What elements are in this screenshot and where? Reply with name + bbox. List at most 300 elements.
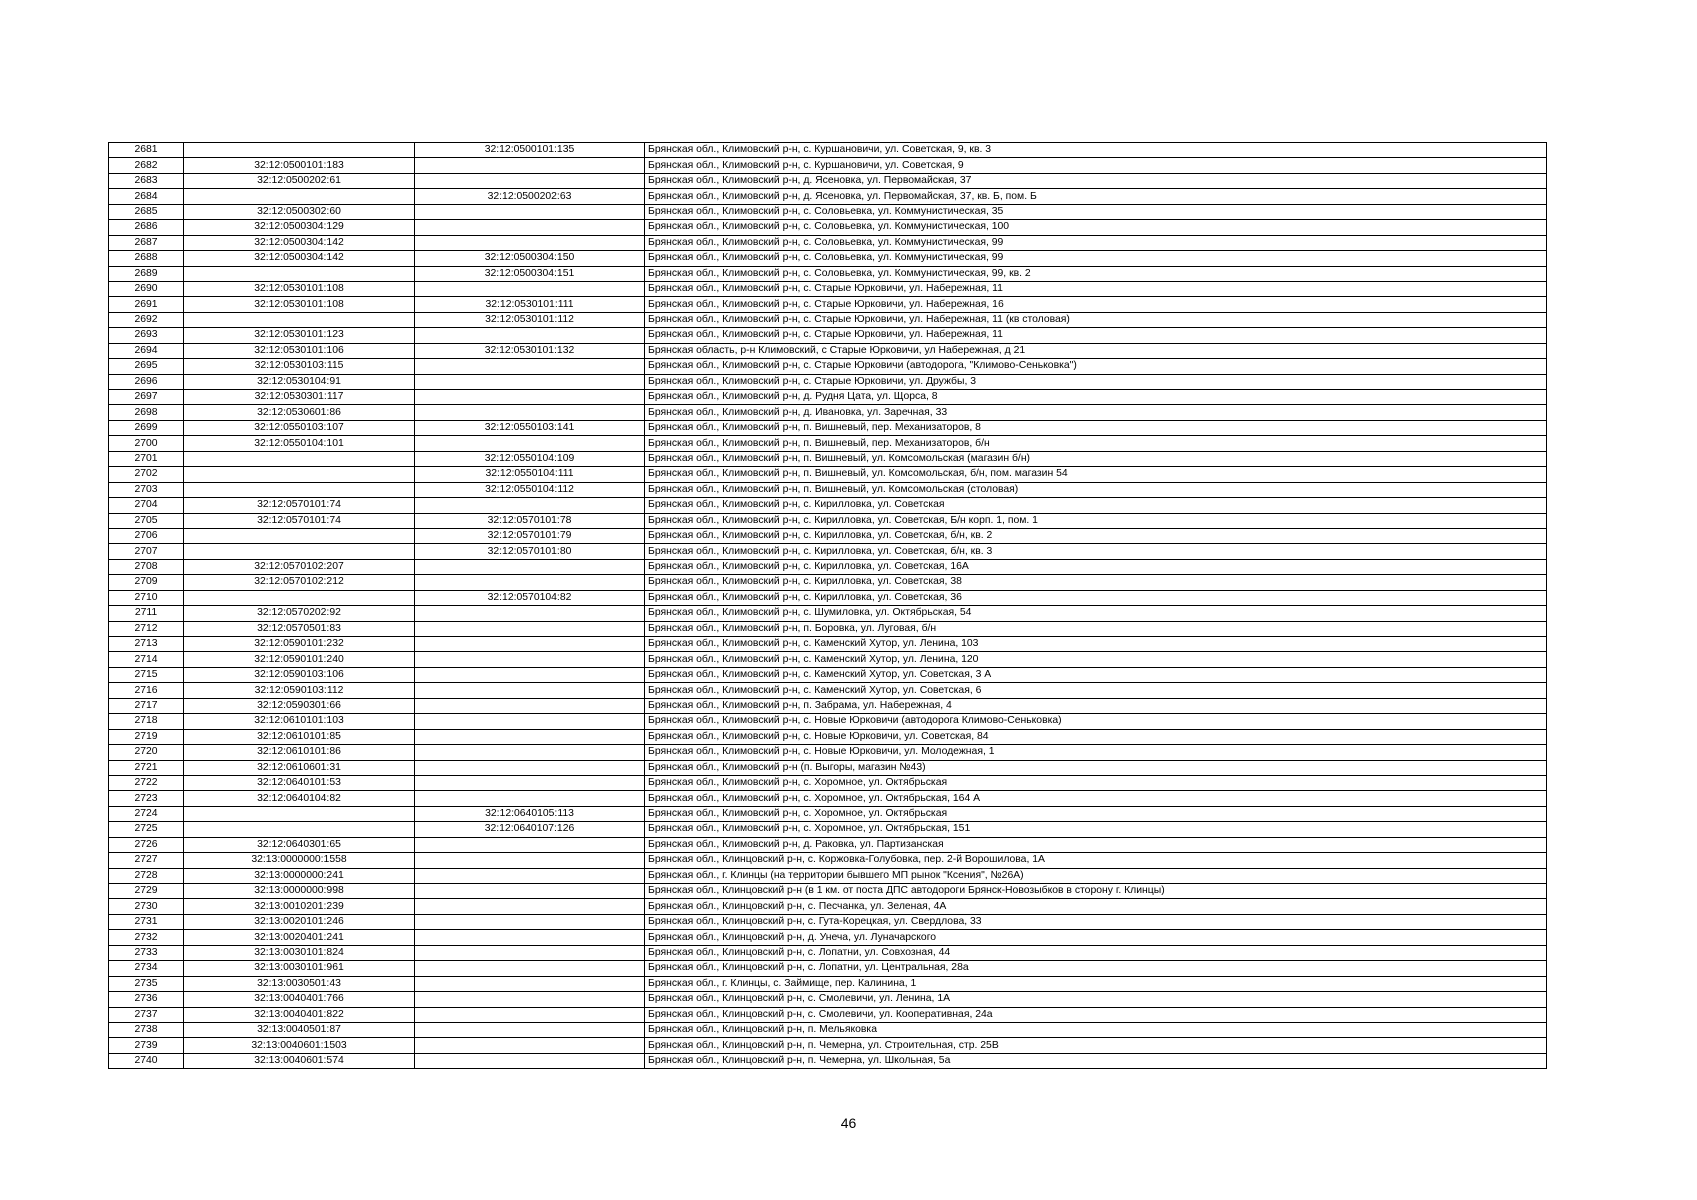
cadastral-number-cell: 32:12:0570102:212 — [184, 575, 415, 590]
row-number-cell: 2694 — [109, 343, 184, 358]
building-cadastral-number-cell — [415, 606, 645, 621]
table-row — [109, 204, 1547, 219]
table-row — [109, 405, 1547, 420]
cadastral-number-cell: 32:13:0040601:1503 — [184, 1038, 415, 1053]
address-cell: Брянская обл., Климовский р-н, с. Куршановичи, ул. Советская, 9, кв. 3 — [645, 143, 1547, 158]
building-cadastral-number-cell — [415, 359, 645, 374]
table-row — [109, 220, 1547, 235]
building-cadastral-number-cell — [415, 791, 645, 806]
row-number-cell: 2692 — [109, 312, 184, 327]
address-cell: Брянская обл., Климовский р-н, с. Кирилловка, ул. Советская, 16А — [645, 559, 1547, 574]
building-cadastral-number-cell — [415, 158, 645, 173]
address-cell: Брянская обл., Климовский р-н, с. Хоромное, ул. Октябрьская, 151 — [645, 822, 1547, 837]
cadastral-number-cell: 32:12:0530101:108 — [184, 281, 415, 296]
building-cadastral-number-cell — [415, 621, 645, 636]
cadastral-number-cell — [184, 451, 415, 466]
address-cell: Брянская обл., Клинцовский р-н, с. Коржовка-Голубовка, пер. 2-й Ворошилова, 1А — [645, 853, 1547, 868]
table-row — [109, 359, 1547, 374]
building-cadastral-number-cell — [415, 204, 645, 219]
address-cell: Брянская обл., Климовский р-н, с. Куршановичи, ул. Советская, 9 — [645, 158, 1547, 173]
address-cell: Брянская обл., Климовский р-н, с. Шумиловка, ул. Октябрьская, 54 — [645, 606, 1547, 621]
cadastral-number-cell: 32:12:0570501:83 — [184, 621, 415, 636]
table-row — [109, 482, 1547, 497]
row-number-cell: 2703 — [109, 482, 184, 497]
address-cell: Брянская обл., Климовский р-н, с. Соловьевка, ул. Коммунистическая, 99 — [645, 235, 1547, 250]
address-cell: Брянская обл., Клинцовский р-н (в 1 км. от поста ДПС автодороги Брянск-Новозыбков в сторону г. Клинцы) — [645, 884, 1547, 899]
building-cadastral-number-cell — [415, 1022, 645, 1037]
building-cadastral-number-cell: 32:12:0570101:78 — [415, 513, 645, 528]
row-number-cell: 2719 — [109, 729, 184, 744]
row-number-cell: 2722 — [109, 775, 184, 790]
building-cadastral-number-cell: 32:12:0550103:141 — [415, 420, 645, 435]
table-row — [109, 513, 1547, 528]
cadastral-number-cell: 32:13:0030101:824 — [184, 945, 415, 960]
address-cell: Брянская обл., Климовский р-н, с. Старые Юрковичи, ул. Набережная, 16 — [645, 297, 1547, 312]
cadastral-number-cell: 32:13:0030501:43 — [184, 976, 415, 991]
table-row — [109, 652, 1547, 667]
cadastral-number-cell: 32:12:0500202:61 — [184, 173, 415, 188]
cadastral-number-cell — [184, 528, 415, 543]
cadastral-number-cell: 32:12:0590103:112 — [184, 683, 415, 698]
table-row — [109, 853, 1547, 868]
row-number-cell: 2710 — [109, 590, 184, 605]
row-number-cell: 2702 — [109, 467, 184, 482]
address-cell: Брянская обл., Климовский р-н, с. Старые Юрковичи, ул. Набережная, 11 — [645, 328, 1547, 343]
address-cell: Брянская обл., Климовский р-н, с. Каменский Хутор, ул. Ленина, 120 — [645, 652, 1547, 667]
cadastral-number-cell — [184, 266, 415, 281]
building-cadastral-number-cell — [415, 235, 645, 250]
address-cell: Брянская обл., Климовский р-н, с. Кирилловка, ул. Советская, 36 — [645, 590, 1547, 605]
building-cadastral-number-cell: 32:12:0500304:151 — [415, 266, 645, 281]
table-row — [109, 158, 1547, 173]
row-number-cell: 2687 — [109, 235, 184, 250]
address-cell: Брянская обл., Климовский р-н, д. Раковка, ул. Партизанская — [645, 837, 1547, 852]
table-row — [109, 559, 1547, 574]
building-cadastral-number-cell — [415, 173, 645, 188]
cadastral-number-cell: 32:12:0640101:53 — [184, 775, 415, 790]
building-cadastral-number-cell — [415, 976, 645, 991]
cadastral-table — [108, 142, 1547, 1069]
building-cadastral-number-cell: 32:12:0550104:109 — [415, 451, 645, 466]
cadastral-number-cell: 32:12:0530301:117 — [184, 390, 415, 405]
table-row — [109, 992, 1547, 1007]
building-cadastral-number-cell — [415, 745, 645, 760]
row-number-cell: 2683 — [109, 173, 184, 188]
address-cell: Брянская обл., Климовский р-н, п. Вишневый, ул. Комсомольская (магазин б/н) — [645, 451, 1547, 466]
cadastral-number-cell: 32:12:0640104:82 — [184, 791, 415, 806]
row-number-cell: 2693 — [109, 328, 184, 343]
row-number-cell: 2724 — [109, 806, 184, 821]
address-cell: Брянская обл., Климовский р-н (п. Выгоры, магазин №43) — [645, 760, 1547, 775]
table-row — [109, 436, 1547, 451]
address-cell: Брянская обл., Климовский р-н, с. Старые Юрковичи, ул. Набережная, 11 (кв столовая) — [645, 312, 1547, 327]
building-cadastral-number-cell: 32:12:0570104:82 — [415, 590, 645, 605]
building-cadastral-number-cell — [415, 729, 645, 744]
building-cadastral-number-cell: 32:12:0500101:135 — [415, 143, 645, 158]
address-cell: Брянская обл., Климовский р-н, с. Соловьевка, ул. Коммунистическая, 99, кв. 2 — [645, 266, 1547, 281]
row-number-cell: 2716 — [109, 683, 184, 698]
building-cadastral-number-cell — [415, 220, 645, 235]
building-cadastral-number-cell — [415, 683, 645, 698]
table-row — [109, 1053, 1547, 1068]
cadastral-number-cell: 32:12:0570101:74 — [184, 513, 415, 528]
table-row — [109, 837, 1547, 852]
address-cell: Брянская обл., Клинцовский р-н, п. Чемерна, ул. Строительная, стр. 25В — [645, 1038, 1547, 1053]
table-row — [109, 884, 1547, 899]
address-cell: Брянская обл., Климовский р-н, с. Кирилловка, ул. Советская, 38 — [645, 575, 1547, 590]
address-cell: Брянская обл., Климовский р-н, с. Кирилловка, ул. Советская — [645, 498, 1547, 513]
cadastral-number-cell: 32:12:0610101:103 — [184, 714, 415, 729]
row-number-cell: 2699 — [109, 420, 184, 435]
address-cell: Брянская обл., Климовский р-н, с. Хоромное, ул. Октябрьская — [645, 806, 1547, 821]
table-row — [109, 528, 1547, 543]
table-body — [109, 143, 1547, 1069]
row-number-cell: 2720 — [109, 745, 184, 760]
row-number-cell: 2689 — [109, 266, 184, 281]
cadastral-number-cell — [184, 467, 415, 482]
building-cadastral-number-cell — [415, 853, 645, 868]
cadastral-number-cell: 32:12:0530103:115 — [184, 359, 415, 374]
row-number-cell: 2708 — [109, 559, 184, 574]
table-row — [109, 297, 1547, 312]
address-cell: Брянская обл., г. Клинцы, с. Займище, пер. Калинина, 1 — [645, 976, 1547, 991]
table-row — [109, 312, 1547, 327]
table-row — [109, 914, 1547, 929]
row-number-cell: 2714 — [109, 652, 184, 667]
building-cadastral-number-cell — [415, 1007, 645, 1022]
row-number-cell: 2725 — [109, 822, 184, 837]
cadastral-number-cell — [184, 143, 415, 158]
table-row — [109, 806, 1547, 821]
row-number-cell: 2688 — [109, 251, 184, 266]
address-cell: Брянская обл., Климовский р-н, с. Соловьевка, ул. Коммунистическая, 100 — [645, 220, 1547, 235]
building-cadastral-number-cell — [415, 667, 645, 682]
address-cell: Брянская обл., Климовский р-н, с. Новые Юрковичи (автодорога Климово-Сеньковка) — [645, 714, 1547, 729]
table-row — [109, 791, 1547, 806]
cadastral-number-cell: 32:13:0000000:1558 — [184, 853, 415, 868]
building-cadastral-number-cell — [415, 559, 645, 574]
table-row — [109, 775, 1547, 790]
table-row — [109, 189, 1547, 204]
building-cadastral-number-cell: 32:12:0530101:111 — [415, 297, 645, 312]
table-row — [109, 745, 1547, 760]
building-cadastral-number-cell — [415, 575, 645, 590]
address-cell: Брянская область, р-н Климовский, с Старые Юрковичи, ул Набережная, д 21 — [645, 343, 1547, 358]
building-cadastral-number-cell: 32:12:0500304:150 — [415, 251, 645, 266]
row-number-cell: 2737 — [109, 1007, 184, 1022]
address-cell: Брянская обл., Клинцовский р-н, д. Унеча, ул. Луначарского — [645, 930, 1547, 945]
cadastral-number-cell: 32:12:0590103:106 — [184, 667, 415, 682]
table-row — [109, 729, 1547, 744]
cadastral-number-cell: 32:13:0000000:998 — [184, 884, 415, 899]
address-cell: Брянская обл., Климовский р-н, с. Каменский Хутор, ул. Советская, 6 — [645, 683, 1547, 698]
address-cell: Брянская обл., Клинцовский р-н, п. Мельяковка — [645, 1022, 1547, 1037]
cadastral-number-cell: 32:12:0500304:142 — [184, 235, 415, 250]
cadastral-number-cell: 32:13:0040401:766 — [184, 992, 415, 1007]
row-number-cell: 2701 — [109, 451, 184, 466]
table-row — [109, 143, 1547, 158]
row-number-cell: 2736 — [109, 992, 184, 1007]
table-row — [109, 498, 1547, 513]
address-cell: Брянская обл., Климовский р-н, д. Рудня Цата, ул. Щорса, 8 — [645, 390, 1547, 405]
table-row — [109, 698, 1547, 713]
cadastral-number-cell: 32:12:0500304:142 — [184, 251, 415, 266]
row-number-cell: 2696 — [109, 374, 184, 389]
address-cell: Брянская обл., Климовский р-н, с. Кирилловка, ул. Советская, б/н, кв. 3 — [645, 544, 1547, 559]
building-cadastral-number-cell: 32:12:0550104:112 — [415, 482, 645, 497]
cadastral-number-cell: 32:12:0530101:106 — [184, 343, 415, 358]
cadastral-number-cell: 32:12:0610101:85 — [184, 729, 415, 744]
row-number-cell: 2709 — [109, 575, 184, 590]
row-number-cell: 2713 — [109, 637, 184, 652]
address-cell: Брянская обл., Климовский р-н, с. Хоромное, ул. Октябрьская — [645, 775, 1547, 790]
cadastral-number-cell — [184, 544, 415, 559]
table-row — [109, 1022, 1547, 1037]
cadastral-number-cell: 32:12:0590101:240 — [184, 652, 415, 667]
table-row — [109, 976, 1547, 991]
address-cell: Брянская обл., Климовский р-н, п. Вишневый, пер. Механизаторов, 8 — [645, 420, 1547, 435]
table-row — [109, 606, 1547, 621]
cadastral-number-cell: 32:13:0020101:246 — [184, 914, 415, 929]
table-row — [109, 945, 1547, 960]
building-cadastral-number-cell — [415, 868, 645, 883]
building-cadastral-number-cell: 32:12:0570101:80 — [415, 544, 645, 559]
building-cadastral-number-cell — [415, 698, 645, 713]
address-cell: Брянская обл., Клинцовский р-н, с. Лопатни, ул. Центральная, 28а — [645, 961, 1547, 976]
building-cadastral-number-cell — [415, 374, 645, 389]
address-cell: Брянская обл., Климовский р-н, с. Старые Юрковичи (автодорога, "Климово-Сеньковка") — [645, 359, 1547, 374]
building-cadastral-number-cell — [415, 992, 645, 1007]
row-number-cell: 2739 — [109, 1038, 184, 1053]
cadastral-number-cell: 32:12:0500302:60 — [184, 204, 415, 219]
cadastral-number-cell: 32:12:0530601:86 — [184, 405, 415, 420]
cadastral-number-cell: 32:12:0590301:66 — [184, 698, 415, 713]
address-cell: Брянская обл., Климовский р-н, п. Вишневый, ул. Комсомольская (столовая) — [645, 482, 1547, 497]
address-cell: Брянская обл., Климовский р-н, п. Забрама, ул. Набережная, 4 — [645, 698, 1547, 713]
cadastral-number-cell: 32:12:0610101:86 — [184, 745, 415, 760]
address-cell: Брянская обл., Климовский р-н, с. Новые Юрковичи, ул. Молодежная, 1 — [645, 745, 1547, 760]
cadastral-number-cell: 32:12:0530104:91 — [184, 374, 415, 389]
cadastral-number-cell — [184, 822, 415, 837]
row-number-cell: 2690 — [109, 281, 184, 296]
address-cell: Брянская обл., Климовский р-н, с. Соловьевка, ул. Коммунистическая, 35 — [645, 204, 1547, 219]
cadastral-number-cell: 32:12:0570102:207 — [184, 559, 415, 574]
row-number-cell: 2707 — [109, 544, 184, 559]
row-number-cell: 2691 — [109, 297, 184, 312]
row-number-cell: 2731 — [109, 914, 184, 929]
cadastral-number-cell — [184, 806, 415, 821]
cadastral-number-cell: 32:12:0550103:107 — [184, 420, 415, 435]
building-cadastral-number-cell — [415, 1038, 645, 1053]
address-cell: Брянская обл., Климовский р-н, с. Каменский Хутор, ул. Ленина, 103 — [645, 637, 1547, 652]
building-cadastral-number-cell — [415, 775, 645, 790]
building-cadastral-number-cell: 32:12:0550104:111 — [415, 467, 645, 482]
table-row — [109, 328, 1547, 343]
building-cadastral-number-cell — [415, 390, 645, 405]
row-number-cell: 2726 — [109, 837, 184, 852]
building-cadastral-number-cell — [415, 714, 645, 729]
table-row — [109, 390, 1547, 405]
cadastral-number-cell: 32:12:0610601:31 — [184, 760, 415, 775]
cadastral-number-cell: 32:12:0570101:74 — [184, 498, 415, 513]
cadastral-number-cell — [184, 590, 415, 605]
building-cadastral-number-cell — [415, 945, 645, 960]
address-cell: Брянская обл., Климовский р-н, п. Вишневый, пер. Механизаторов, б/н — [645, 436, 1547, 451]
table-row — [109, 266, 1547, 281]
address-cell: Брянская обл., Климовский р-н, с. Хоромное, ул. Октябрьская, 164 А — [645, 791, 1547, 806]
row-number-cell: 2711 — [109, 606, 184, 621]
cadastral-number-cell: 32:12:0500101:183 — [184, 158, 415, 173]
address-cell: Брянская обл., Клинцовский р-н, п. Чемерна, ул. Школьная, 5а — [645, 1053, 1547, 1068]
address-cell: Брянская обл., Клинцовский р-н, с. Лопатни, ул. Совхозная, 44 — [645, 945, 1547, 960]
building-cadastral-number-cell — [415, 899, 645, 914]
building-cadastral-number-cell — [415, 930, 645, 945]
row-number-cell: 2734 — [109, 961, 184, 976]
building-cadastral-number-cell — [415, 281, 645, 296]
row-number-cell: 2697 — [109, 390, 184, 405]
cadastral-number-cell — [184, 482, 415, 497]
address-cell: Брянская обл., Клинцовский р-н, с. Смолевичи, ул. Ленина, 1А — [645, 992, 1547, 1007]
address-cell: Брянская обл., Климовский р-н, д. Ясеновка, ул. Первомайская, 37, кв. Б, пом. Б — [645, 189, 1547, 204]
table-row — [109, 930, 1547, 945]
address-cell: Брянская обл., Климовский р-н, с. Старые Юрковичи, ул. Набережная, 11 — [645, 281, 1547, 296]
building-cadastral-number-cell: 32:12:0640105:113 — [415, 806, 645, 821]
row-number-cell: 2700 — [109, 436, 184, 451]
row-number-cell: 2733 — [109, 945, 184, 960]
table-row — [109, 667, 1547, 682]
cadastral-number-cell: 32:13:0040401:822 — [184, 1007, 415, 1022]
address-cell: Брянская обл., Климовский р-н, п. Боровка, ул. Луговая, б/н — [645, 621, 1547, 636]
row-number-cell: 2704 — [109, 498, 184, 513]
table-row — [109, 173, 1547, 188]
row-number-cell: 2686 — [109, 220, 184, 235]
row-number-cell: 2712 — [109, 621, 184, 636]
row-number-cell: 2695 — [109, 359, 184, 374]
row-number-cell: 2717 — [109, 698, 184, 713]
building-cadastral-number-cell — [415, 1053, 645, 1068]
row-number-cell: 2740 — [109, 1053, 184, 1068]
cadastral-number-cell: 32:13:0040601:574 — [184, 1053, 415, 1068]
building-cadastral-number-cell: 32:12:0500202:63 — [415, 189, 645, 204]
row-number-cell: 2705 — [109, 513, 184, 528]
address-cell: Брянская обл., Климовский р-н, с. Новые Юрковичи, ул. Советская, 84 — [645, 729, 1547, 744]
cadastral-number-cell: 32:12:0590101:232 — [184, 637, 415, 652]
cadastral-number-cell: 32:13:0030101:961 — [184, 961, 415, 976]
table-row — [109, 822, 1547, 837]
address-cell: Брянская обл., Климовский р-н, с. Старые Юрковичи, ул. Дружбы, 3 — [645, 374, 1547, 389]
building-cadastral-number-cell — [415, 884, 645, 899]
building-cadastral-number-cell: 32:12:0530101:112 — [415, 312, 645, 327]
address-cell: Брянская обл., Клинцовский р-н, с. Песчанка, ул. Зеленая, 4А — [645, 899, 1547, 914]
row-number-cell: 2738 — [109, 1022, 184, 1037]
row-number-cell: 2735 — [109, 976, 184, 991]
address-cell: Брянская обл., Климовский р-н, с. Кирилловка, ул. Советская, Б/н корп. 1, пом. 1 — [645, 513, 1547, 528]
row-number-cell: 2684 — [109, 189, 184, 204]
row-number-cell: 2727 — [109, 853, 184, 868]
table-row — [109, 467, 1547, 482]
table-row — [109, 961, 1547, 976]
cadastral-number-cell: 32:12:0500304:129 — [184, 220, 415, 235]
address-cell: Брянская обл., Климовский р-н, д. Ясеновка, ул. Первомайская, 37 — [645, 173, 1547, 188]
page-number: 46 — [840, 1115, 857, 1131]
row-number-cell: 2681 — [109, 143, 184, 158]
cadastral-number-cell: 32:12:0640301:65 — [184, 837, 415, 852]
row-number-cell: 2732 — [109, 930, 184, 945]
table-row — [109, 714, 1547, 729]
address-cell: Брянская обл., г. Клинцы (на территории бывшего МП рынок "Ксения", №26А) — [645, 868, 1547, 883]
row-number-cell: 2698 — [109, 405, 184, 420]
building-cadastral-number-cell: 32:12:0530101:132 — [415, 343, 645, 358]
building-cadastral-number-cell — [415, 837, 645, 852]
row-number-cell: 2721 — [109, 760, 184, 775]
row-number-cell: 2706 — [109, 528, 184, 543]
row-number-cell: 2718 — [109, 714, 184, 729]
table-row — [109, 899, 1547, 914]
table-row — [109, 637, 1547, 652]
building-cadastral-number-cell: 32:12:0570101:79 — [415, 528, 645, 543]
address-cell: Брянская обл., Климовский р-н, с. Соловьевка, ул. Коммунистическая, 99 — [645, 251, 1547, 266]
table-row — [109, 575, 1547, 590]
table-row — [109, 235, 1547, 250]
building-cadastral-number-cell — [415, 405, 645, 420]
cadastral-number-cell: 32:12:0570202:92 — [184, 606, 415, 621]
cadastral-number-cell: 32:12:0550104:101 — [184, 436, 415, 451]
row-number-cell: 2728 — [109, 868, 184, 883]
table-row — [109, 420, 1547, 435]
building-cadastral-number-cell — [415, 637, 645, 652]
building-cadastral-number-cell — [415, 760, 645, 775]
cadastral-number-cell: 32:13:0020401:241 — [184, 930, 415, 945]
table-row — [109, 590, 1547, 605]
cadastral-number-cell: 32:12:0530101:108 — [184, 297, 415, 312]
table-row — [109, 621, 1547, 636]
address-cell: Брянская обл., Климовский р-н, д. Ивановка, ул. Заречная, 33 — [645, 405, 1547, 420]
cadastral-number-cell: 32:13:0040501:87 — [184, 1022, 415, 1037]
cadastral-number-cell: 32:13:0010201:239 — [184, 899, 415, 914]
table-row — [109, 374, 1547, 389]
row-number-cell: 2729 — [109, 884, 184, 899]
building-cadastral-number-cell — [415, 498, 645, 513]
building-cadastral-number-cell — [415, 652, 645, 667]
table-row — [109, 760, 1547, 775]
row-number-cell: 2682 — [109, 158, 184, 173]
table-row — [109, 251, 1547, 266]
building-cadastral-number-cell: 32:12:0640107:126 — [415, 822, 645, 837]
table-row — [109, 683, 1547, 698]
table-row — [109, 544, 1547, 559]
cadastral-number-cell: 32:12:0530101:123 — [184, 328, 415, 343]
table-row — [109, 1007, 1547, 1022]
table-row — [109, 451, 1547, 466]
table-row — [109, 868, 1547, 883]
row-number-cell: 2715 — [109, 667, 184, 682]
cadastral-number-cell: 32:13:0000000:241 — [184, 868, 415, 883]
cadastral-number-cell — [184, 312, 415, 327]
table-row — [109, 343, 1547, 358]
address-cell: Брянская обл., Клинцовский р-н, с. Смолевичи, ул. Кооперативная, 24а — [645, 1007, 1547, 1022]
address-cell: Брянская обл., Клинцовский р-н, с. Гута-Корецкая, ул. Свердлова, 33 — [645, 914, 1547, 929]
row-number-cell: 2723 — [109, 791, 184, 806]
address-cell: Брянская обл., Климовский р-н, с. Каменский Хутор, ул. Советская, 3 А — [645, 667, 1547, 682]
building-cadastral-number-cell — [415, 328, 645, 343]
address-cell: Брянская обл., Климовский р-н, с. Кирилловка, ул. Советская, б/н, кв. 2 — [645, 528, 1547, 543]
row-number-cell: 2730 — [109, 899, 184, 914]
address-cell: Брянская обл., Климовский р-н, п. Вишневый, ул. Комсомольская, б/н, пом. магазин 54 — [645, 467, 1547, 482]
building-cadastral-number-cell — [415, 914, 645, 929]
table-row — [109, 1038, 1547, 1053]
cadastral-number-cell — [184, 189, 415, 204]
table-row — [109, 281, 1547, 296]
